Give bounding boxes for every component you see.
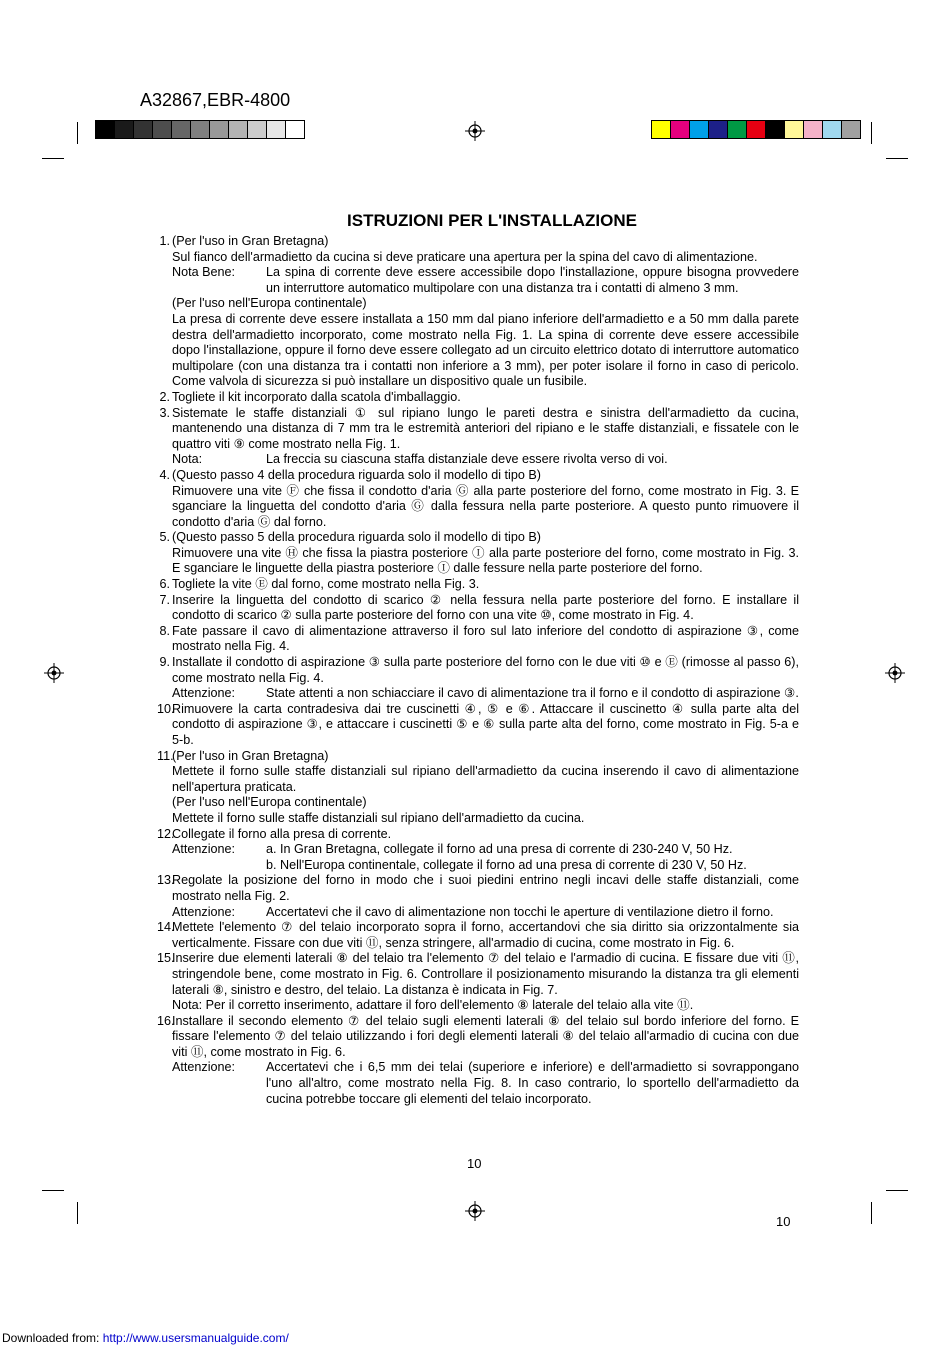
registration-mark-icon (885, 663, 905, 683)
note-text: Accertatevi che il cavo di alimentazione non tocchi le aperture di ventilazione dietro il forno. (266, 904, 774, 919)
instruction-item (157, 873, 799, 920)
trim-mark (886, 1190, 908, 1191)
item-text: Rimuovere una vite Ⓗ che fissa la piastra posteriore Ⓘ alla parte posteriore del forno, come mostrato in Fig. 3. E sganciare le linguette della piastra posteriore Ⓘ dalle fessure nella parte posteriore del forno. (172, 545, 799, 576)
trim-mark (77, 1202, 78, 1224)
instruction-item (157, 624, 799, 655)
item-text: Fate passare il cavo di alimentazione attraverso il foro sul lato inferiore del condotto di aspirazione ③, come mostrato nella Fig. 4. (172, 623, 799, 654)
item-text: Mettete l'elemento ⑦ del telaio incorporato sopra il forno, accertandovi che sia diritto sia orizzontalmente sia verticalmente. Fissare con due viti ⑪, senza stringere, all'armadio di cucina, come mostrato in Fig. 6. (172, 920, 799, 950)
note-label: Nota Bene: (172, 265, 236, 280)
color-swatch (841, 120, 861, 139)
footer-link[interactable]: http://www.usersmanualguide.com/ (102, 1331, 289, 1345)
color-swatch (784, 120, 804, 139)
trim-mark (871, 1202, 872, 1224)
item-number: 15. (157, 951, 175, 966)
instruction-item (157, 530, 799, 577)
item-text: (Questo passo 4 della procedura riguarda solo il modello di tipo B) (172, 467, 541, 482)
note-text: La spina di corrente deve essere accessibile dopo l'installazione, oppure bisogna provvedere un interruttore automatico multipolare con una distanza tra i contatti di almeno 3 mm. (266, 265, 799, 295)
color-swatch (803, 120, 823, 139)
instruction-item (157, 390, 799, 406)
color-swatch (171, 120, 191, 139)
item-text: Mettete il forno sulle staffe distanziali sul ripiano dell'armadietto da cucina inserendo il cavo di alimentazione nell'apertura praticata. (172, 764, 799, 794)
labeled-note (172, 265, 799, 296)
item-number: 16. (157, 1013, 175, 1028)
note-text: a. In Gran Bretagna, collegate il forno ad una presa di corrente di 230-240 V, 50 Hz. (266, 842, 733, 857)
item-text: Regolate la posizione del forno in modo che i suoi piedini entrino negli incavi delle staffe distanziali, come mostrato nella Fig. 2. (172, 873, 799, 903)
color-swatch (765, 120, 785, 139)
trim-mark (886, 158, 908, 159)
item-text: Collegate il forno alla presa di corrente. (172, 826, 392, 841)
note-label: Attenzione: (172, 842, 236, 857)
color-swatch (152, 120, 172, 139)
item-number: 12. (157, 826, 175, 841)
item-number: 8. (159, 623, 170, 638)
note-label: Nota: (172, 452, 203, 467)
color-swatch (133, 120, 153, 139)
note-label: Attenzione: (172, 1060, 236, 1075)
trim-mark (871, 122, 872, 144)
item-text: Installare il secondo elemento ⑦ del telaio sugli elementi laterali ⑧ del telaio sul bordo inferiore del forno. E fissare l'elemento ⑦ del telaio utilizzando i fori degli elementi laterali ⑧ del telaio all'armadio di cucina con due viti ⑪, come mostrato in Fig. 6. (172, 1013, 799, 1059)
footer-prefix: Downloaded from: (2, 1331, 103, 1345)
item-text: Togliete il kit incorporato dalla scatola d'imballaggio. (172, 389, 461, 404)
item-text: (Per l'uso in Gran Bretagna) (172, 748, 329, 763)
color-swatch (247, 120, 267, 139)
item-number: 2. (159, 389, 170, 404)
registration-mark-icon (465, 121, 485, 141)
item-text: Sistemate le staffe distanziali ① sul ripiano lungo le pareti destra e sinistra dell'armadietto da cucina, mantenendo una distanza di 7 mm tra le estremità anteriori del ripiano e le staffe distanziali, e fissatele con le quattro viti ⑨ come mostrato nella Fig. 1. (172, 405, 799, 451)
item-number: 10. (157, 701, 175, 716)
color-swatch (114, 120, 134, 139)
download-footer (2, 1331, 289, 1345)
color-swatch (822, 120, 842, 139)
note-text: State attenti a non schiacciare il cavo di alimentazione tra il forno e il condotto di aspirazione ③. (266, 686, 799, 701)
item-number: 5. (159, 530, 170, 545)
note-label (172, 858, 266, 874)
item-text: (Per l'uso nell'Europa continentale) (172, 795, 367, 810)
trim-mark (77, 122, 78, 144)
note-label: Attenzione: (172, 686, 236, 701)
color-swatch (285, 120, 305, 139)
instructions-body (157, 210, 799, 1107)
color-swatch (689, 120, 709, 139)
color-swatch (746, 120, 766, 139)
instruction-item (157, 1014, 799, 1108)
item-text: (Questo passo 5 della procedura riguarda solo il modello di tipo B) (172, 530, 541, 545)
color-swatch (651, 120, 671, 139)
color-swatch (670, 120, 690, 139)
note-text: Accertatevi che i 6,5 mm dei telai (superiore e inferiore) e dell'armadietto si sovrappongano l'uno all'altro, come mostrato nella Fig. 8. In caso contrario, lo sportello dell'armadietto da cucina potrebbe toccare gli elementi del telaio incorporato. (266, 1060, 799, 1106)
color-swatch (266, 120, 286, 139)
color-calibration-bar (652, 120, 861, 139)
item-text: Rimuovere una vite Ⓕ che fissa il condotto d'aria Ⓖ alla parte posteriore del forno, come mostrato in Fig. 3. E sganciare la linguetta del condotto d'aria Ⓖ dalla fessura nella parte posteriore. A questo punto rimuovere il condotto d'aria Ⓖ dal forno. (172, 483, 799, 529)
labeled-note (172, 858, 799, 874)
instruction-item (157, 749, 799, 827)
instruction-item (157, 951, 799, 1013)
document-code: A32867,EBR-4800 (140, 90, 291, 110)
item-text: (Per l'uso nell'Europa continentale) (172, 296, 367, 311)
item-text: Sul fianco dell'armadietto da cucina si deve praticare una apertura per la spina del cavo di alimentazione. (172, 249, 758, 264)
item-text: (Per l'uso in Gran Bretagna) (172, 234, 329, 248)
color-swatch (95, 120, 115, 139)
page-number-corner: 10 (776, 1214, 791, 1229)
item-text: Inserire due elementi laterali ⑧ del telaio tra l'elemento ⑦ del telaio e l'armadio di cucina. E fissare due viti ⑪, stringendole bene, come mostrato in Fig. 6. Controllare il posizionamento misurando la distanza tra gli elementi laterali ⑧, sinistro e destro, del telaio. La distanza è indicata in Fig. 7. (172, 951, 799, 997)
labeled-note (172, 905, 799, 921)
instruction-list (157, 234, 799, 1107)
registration-mark-icon (44, 663, 64, 683)
instruction-item (157, 593, 799, 624)
item-text: Togliete la vite Ⓔ dal forno, come mostrato nella Fig. 3. (172, 577, 480, 592)
registration-mark-icon (465, 1201, 485, 1221)
note-text: b. Nell'Europa continentale, collegate il forno ad una presa di corrente di 230 V, 50 Hz. (266, 857, 747, 872)
item-number: 9. (159, 655, 170, 670)
color-swatch (190, 120, 210, 139)
item-text: Inserire la linguetta del condotto di scarico ② nella fessura nella parte posteriore del forno. E installare il condotto di scarico ② sulla parte posteriore del forno con una vite ⑩, come mostrato in Fig. 4. (172, 592, 799, 623)
color-swatch (228, 120, 248, 139)
color-swatch (209, 120, 229, 139)
labeled-note (172, 842, 799, 858)
page-title: ISTRUZIONI PER L'INSTALLAZIONE (347, 211, 637, 230)
instruction-item (157, 234, 799, 390)
instruction-item (157, 655, 799, 702)
instruction-item (157, 702, 799, 749)
trim-mark (42, 158, 64, 159)
labeled-note (172, 1060, 799, 1107)
item-text: Mettete il forno sulle staffe distanziali sul ripiano dell'armadietto da cucina. (172, 810, 585, 825)
item-number: 4. (159, 467, 170, 482)
note-text: La freccia su ciascuna staffa distanziale deve essere rivolta verso di voi. (266, 452, 668, 467)
item-number: 13. (157, 873, 175, 888)
item-number: 14. (157, 920, 175, 935)
item-number: 6. (159, 577, 170, 592)
item-text: Rimuovere la carta contradesiva dai tre cuscinetti ④, ⑤ e ⑥. Attaccare il cuscinetto ④ sulla parte alta del condotto di aspirazione ③, e attaccare i cuscinetti ⑤ e ⑥ sulla parte alta del forno, come mostrato in Fig. 5-a e 5-b. (172, 701, 799, 747)
item-text: Nota: Per il corretto inserimento, adattare il foro dell'elemento ⑧ laterale del telaio alla vite ⑪. (172, 998, 694, 1013)
labeled-note (172, 452, 799, 468)
labeled-note (172, 686, 799, 702)
note-label: Attenzione: (172, 904, 236, 919)
item-text: La presa di corrente deve essere installata a 150 mm dal piano inferiore dell'armadietto e a 50 mm dalla parete destra dell'armadietto incorporato, come mostrato nella Fig. 1. La spina di corrente deve essere accessibile dopo l'installazione, oppure il forno deve essere collegato ad un circuito elettrico dotato di interruttore automatico multipolare (con una distanza tra i contatti non inferiore a 3 mm), per poter isolare il forno in caso di pericolo. Come valvola di sicurezza si può installare un dispositivo quale un fusibile. (172, 311, 799, 389)
trim-mark (42, 1190, 64, 1191)
instruction-item (157, 577, 799, 593)
item-number: 11. (157, 748, 174, 763)
instruction-item (157, 406, 799, 468)
page-number: 10 (467, 1156, 482, 1171)
item-text: Installate il condotto di aspirazione ③ sulla parte posteriore del forno con le due viti ⑩ e Ⓔ (rimosse al passo 6), come mostrato nella Fig. 4. (172, 655, 799, 685)
instruction-item (157, 468, 799, 530)
color-swatch (708, 120, 728, 139)
color-swatch (727, 120, 747, 139)
grayscale-calibration-bar (96, 120, 305, 139)
instruction-item (157, 827, 799, 874)
item-number: 1. (159, 234, 170, 248)
item-number: 7. (159, 592, 170, 607)
instruction-item (157, 920, 799, 951)
item-number: 3. (159, 405, 170, 420)
